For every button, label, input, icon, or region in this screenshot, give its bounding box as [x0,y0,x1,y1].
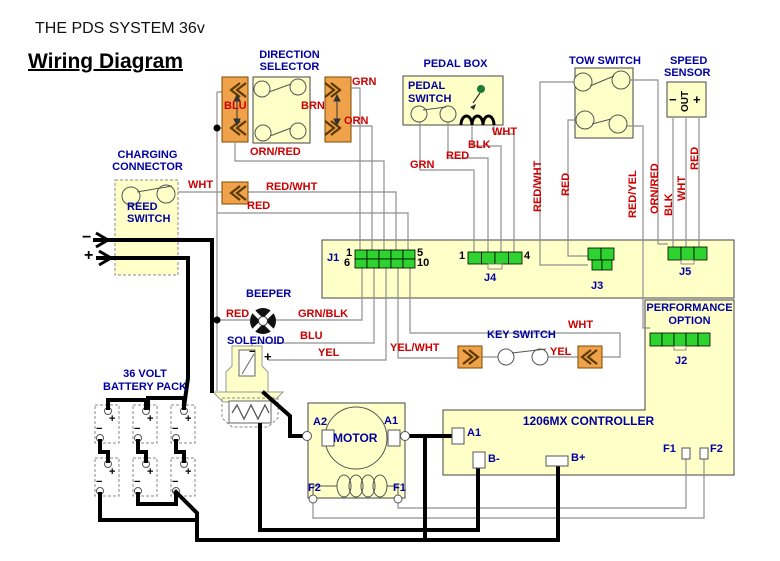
j1-pin5: 5 [417,247,424,259]
wire-tow-ornred [630,80,668,244]
pedal-switch-label: PEDAL [408,80,446,92]
wire-label-red-wht: RED/WHT [266,181,318,193]
wire-label-grn: GRN [352,76,377,88]
performance-option-label: PERFORMANCE [646,302,733,314]
sensor-pos-label: + [693,92,701,107]
wire-label-sol-yel: YEL [318,347,340,359]
controller-f2-label: F2 [710,443,723,455]
controller-label: 1206MX CONTROLLER [522,414,655,428]
j1-connector [355,250,415,268]
j3-label: J3 [591,280,604,292]
wire-label-orn: ORN [344,115,369,127]
terminal-a1 [452,428,464,444]
wire-label-key-wht: WHT [568,319,594,331]
battery-neg: − [172,476,179,488]
wire-label-pedal-red: RED [446,150,470,162]
wire-label-grn-blk: GRN/BLK [298,308,349,320]
j2-label: J2 [675,355,688,367]
battery-neg: − [96,423,103,435]
key-switch-label: KEY SWITCH [487,329,556,341]
battery-pos: + [185,466,192,478]
reed-switch-label2: SWITCH [127,213,171,225]
motor-f1-label: F1 [393,482,406,494]
reed-switch-label: REED [127,201,158,213]
tow-switch-label: TOW SWITCH [569,55,641,67]
battery-pos: + [109,413,116,425]
solenoid-pos-label: + [264,349,272,364]
battery-neg: − [134,476,141,488]
wire-label-red-v2: RED [689,146,701,170]
sensor-neg-label: − [669,92,677,107]
j4-pin1: 1 [459,250,466,262]
switch-symbols [122,71,630,365]
page-title: Wiring Diagram [28,50,183,73]
charge-port-arrows [96,233,111,265]
direction-selector-label: DIRECTION [259,49,320,61]
j3-connector [588,248,614,270]
battery-pack-label: 36 VOLT [123,368,167,380]
charging-connector-label: CHARGING [117,149,178,161]
terminal-bminus [473,452,485,468]
battery-pos: + [147,466,154,478]
wire-label-brn: BRN [301,100,325,112]
connector-charging [222,182,248,204]
battery-neg: − [134,423,141,435]
controller-a1-label: A1 [467,427,482,439]
j1-pin6: 6 [344,257,351,269]
motor-a1-label: A1 [384,415,399,427]
j4-pin4: 4 [524,250,531,262]
beeper-label: BEEPER [246,288,292,300]
j4-label: J4 [484,272,497,284]
j1-label: J1 [327,252,340,264]
wire-label-wht: WHT [188,179,214,191]
direction-selector-label2: SELECTOR [259,61,320,73]
wire-label-red: RED [247,200,271,212]
junction-dot [214,317,221,324]
wire-orn-red [235,143,384,250]
controller-f1-label: F1 [663,443,676,455]
wire-label-pedal-grn: GRN [410,159,435,171]
terminal-f2 [700,448,708,459]
wire-label-yel-wht: YEL/WHT [390,342,440,354]
wire-label-blk-v: BLK [663,193,675,216]
charge-pos-label: + [84,247,94,264]
terminal-f1 [682,448,690,459]
controller-bminus-label: B- [488,453,500,465]
wire-label-orn-red-v: ORN/RED [649,163,661,214]
speed-sensor-label: SPEED [670,55,708,67]
wire-label-pedal-blk: BLK [468,139,491,151]
wire-label-red-v: RED [560,172,572,196]
pedal-switch-label2: SWITCH [408,93,452,105]
solenoid-assembly [213,346,283,427]
wire-pedal-grn [420,122,474,252]
wire-pedal-wht [494,125,514,252]
motor-label: MOTOR [333,431,378,445]
controller-bplus-label: B+ [571,452,586,464]
beeper-icon [250,308,276,334]
wire-label-red-yel-v: RED/YEL [627,170,639,218]
motor-f2-label: F2 [308,482,321,494]
battery-pos: + [109,466,116,478]
charge-neg-label: − [82,229,92,246]
battery-neg: − [172,423,179,435]
performance-option-label2: OPTION [668,315,711,327]
junction-dot [214,125,221,132]
motor-a2-label: A2 [313,416,328,428]
j5-label: J5 [679,266,692,278]
wire-grn [351,88,360,250]
wire-label-key-yel: YEL [550,346,572,358]
wire-orn [351,126,372,250]
pedal-box-label: PEDAL BOX [423,58,488,70]
terminal-bplus [546,456,568,466]
battery-pack-label2: BATTERY PACK [103,381,187,393]
battery-pos: + [147,413,154,425]
wire-label-orn-red: ORN/RED [250,146,301,158]
system-title: THE PDS SYSTEM 36v [35,20,205,37]
pedal-dot-icon [477,85,485,93]
speed-sensor-label2: SENSOR [664,67,711,79]
solenoid-label: SOLENOID [227,335,285,347]
wire-main-vertical [217,92,222,391]
j1-pin10: 10 [417,257,430,269]
wire-label-red-wht-v: RED/WHT [532,160,544,212]
wire-label-beeper-red: RED [226,308,250,320]
wire-label-sol-blu: BLU [300,330,323,342]
j1-pin1: 1 [346,247,353,259]
wire-label-blu: BLU [224,100,247,112]
wire-label-pedal-wht: WHT [492,126,518,138]
solenoid-neg-label: − [249,346,256,358]
sensor-out-label: OUT [680,90,691,112]
battery-pos: + [185,413,192,425]
component-boxes [115,68,734,498]
wire-label-wht-v: WHT [676,175,688,201]
charging-connector-label2: CONNECTOR [112,161,183,173]
battery-neg: − [96,476,103,488]
